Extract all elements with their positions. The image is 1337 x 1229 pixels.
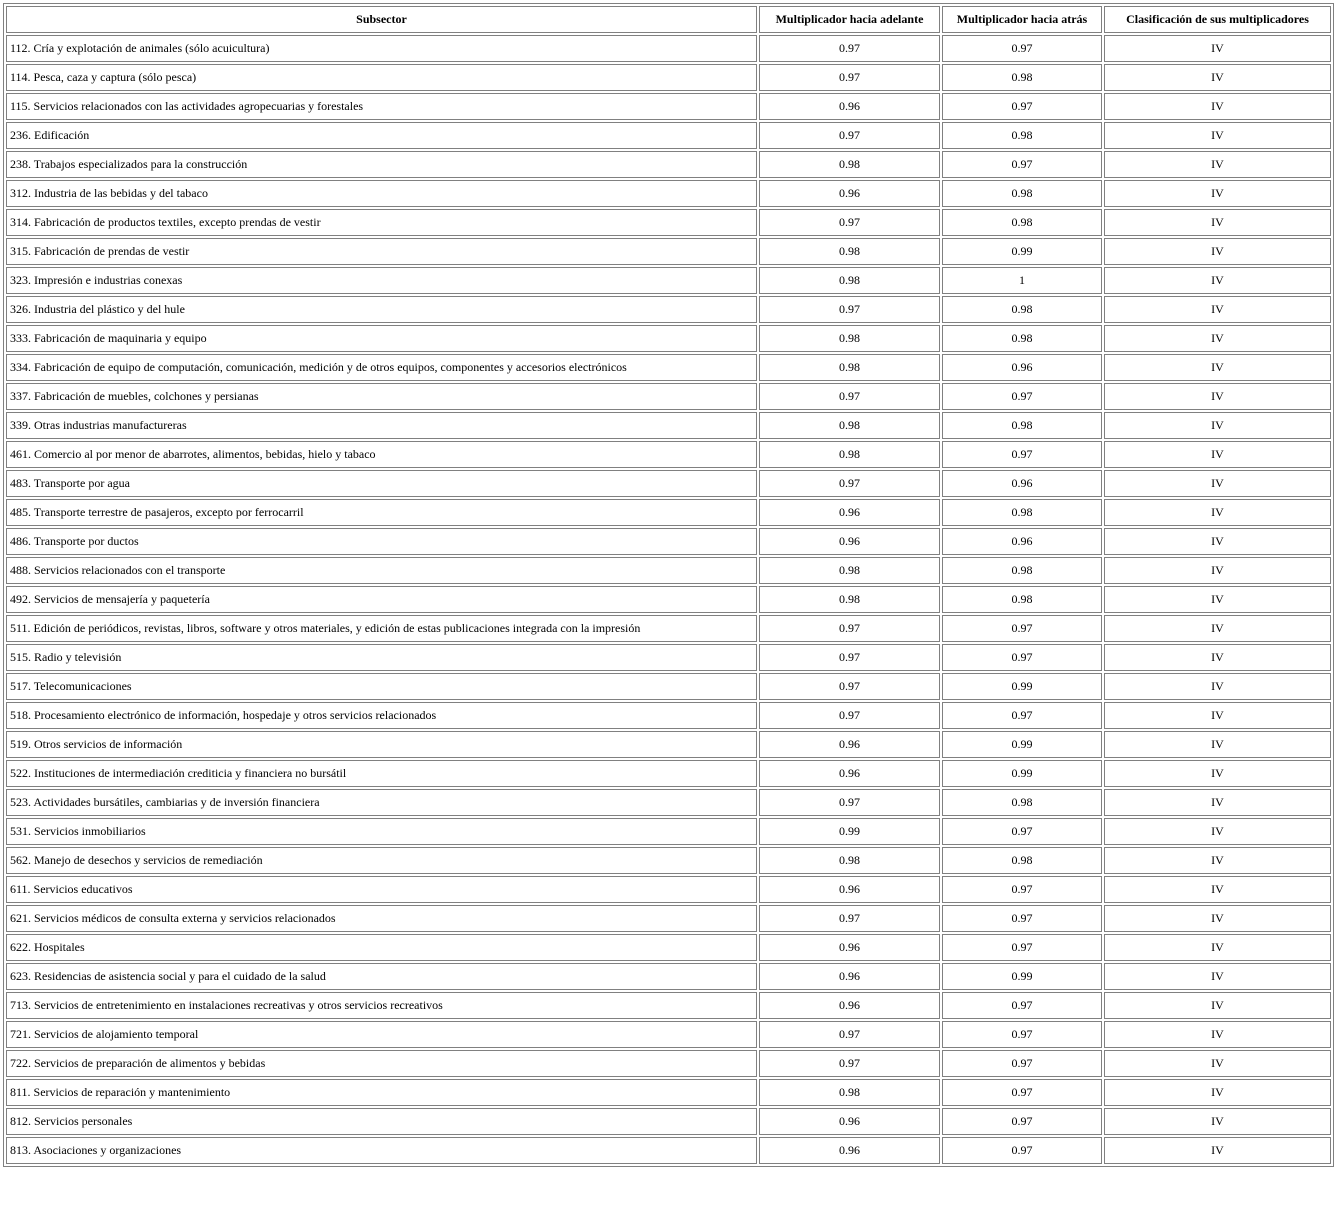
cell-backward-multiplier: 0.97 — [942, 93, 1102, 120]
cell-classification: IV — [1104, 557, 1331, 584]
cell-backward-multiplier: 0.97 — [942, 1137, 1102, 1164]
cell-backward-multiplier: 0.98 — [942, 122, 1102, 149]
cell-forward-multiplier: 0.96 — [759, 876, 940, 903]
cell-classification: IV — [1104, 586, 1331, 613]
table-row — [6, 122, 1331, 149]
cell-forward-multiplier: 0.99 — [759, 818, 940, 845]
cell-forward-multiplier: 0.97 — [759, 1050, 940, 1077]
table-row — [6, 441, 1331, 468]
cell-subsector: 115. Servicios relacionados con las actividades agropecuarias y forestales — [6, 93, 757, 120]
cell-subsector: 326. Industria del plástico y del hule — [6, 296, 757, 323]
cell-backward-multiplier: 1 — [942, 267, 1102, 294]
cell-classification: IV — [1104, 905, 1331, 932]
cell-subsector: 488. Servicios relacionados con el transporte — [6, 557, 757, 584]
cell-forward-multiplier: 0.98 — [759, 847, 940, 874]
table-row — [6, 1079, 1331, 1106]
cell-backward-multiplier: 0.98 — [942, 325, 1102, 352]
cell-classification: IV — [1104, 1050, 1331, 1077]
table-row — [6, 180, 1331, 207]
header-classification: Clasificación de sus multiplicadores — [1104, 6, 1331, 33]
table-row — [6, 876, 1331, 903]
table-row — [6, 760, 1331, 787]
cell-subsector: 334. Fabricación de equipo de computación, comunicación, medición y de otros equipos, componentes y accesorios electrónicos — [6, 354, 757, 381]
cell-backward-multiplier: 0.97 — [942, 441, 1102, 468]
cell-subsector: 517. Telecomunicaciones — [6, 673, 757, 700]
cell-classification: IV — [1104, 1021, 1331, 1048]
cell-subsector: 522. Instituciones de intermediación crediticia y financiera no bursátil — [6, 760, 757, 787]
cell-backward-multiplier: 0.98 — [942, 499, 1102, 526]
cell-subsector: 337. Fabricación de muebles, colchones y persianas — [6, 383, 757, 410]
cell-backward-multiplier: 0.98 — [942, 209, 1102, 236]
cell-subsector: 339. Otras industrias manufactureras — [6, 412, 757, 439]
cell-backward-multiplier: 0.97 — [942, 383, 1102, 410]
cell-forward-multiplier: 0.97 — [759, 383, 940, 410]
cell-forward-multiplier: 0.97 — [759, 905, 940, 932]
cell-subsector: 114. Pesca, caza y captura (sólo pesca) — [6, 64, 757, 91]
table-row — [6, 673, 1331, 700]
cell-subsector: 562. Manejo de desechos y servicios de remediación — [6, 847, 757, 874]
cell-backward-multiplier: 0.96 — [942, 470, 1102, 497]
cell-backward-multiplier: 0.97 — [942, 905, 1102, 932]
cell-subsector: 622. Hospitales — [6, 934, 757, 961]
table-row — [6, 992, 1331, 1019]
table-row — [6, 325, 1331, 352]
cell-forward-multiplier: 0.96 — [759, 992, 940, 1019]
cell-classification: IV — [1104, 383, 1331, 410]
cell-forward-multiplier: 0.98 — [759, 151, 940, 178]
cell-subsector: 112. Cría y explotación de animales (sólo acuicultura) — [6, 35, 757, 62]
cell-subsector: 511. Edición de periódicos, revistas, libros, software y otros materiales, y edición de estas publicaciones integrada con la impresión — [6, 615, 757, 642]
cell-forward-multiplier: 0.97 — [759, 209, 940, 236]
cell-forward-multiplier: 0.96 — [759, 1137, 940, 1164]
cell-forward-multiplier: 0.96 — [759, 93, 940, 120]
cell-classification: IV — [1104, 1079, 1331, 1106]
cell-subsector: 236. Edificación — [6, 122, 757, 149]
cell-forward-multiplier: 0.97 — [759, 296, 940, 323]
cell-forward-multiplier: 0.98 — [759, 354, 940, 381]
cell-backward-multiplier: 0.97 — [942, 1079, 1102, 1106]
cell-backward-multiplier: 0.97 — [942, 1050, 1102, 1077]
cell-classification: IV — [1104, 847, 1331, 874]
table-row — [6, 296, 1331, 323]
cell-classification: IV — [1104, 992, 1331, 1019]
cell-classification: IV — [1104, 35, 1331, 62]
cell-classification: IV — [1104, 354, 1331, 381]
table-row — [6, 905, 1331, 932]
cell-classification: IV — [1104, 818, 1331, 845]
cell-forward-multiplier: 0.98 — [759, 557, 940, 584]
table-row — [6, 1050, 1331, 1077]
cell-backward-multiplier: 0.99 — [942, 673, 1102, 700]
cell-subsector: 611. Servicios educativos — [6, 876, 757, 903]
cell-classification: IV — [1104, 760, 1331, 787]
cell-classification: IV — [1104, 412, 1331, 439]
table-row — [6, 586, 1331, 613]
cell-subsector: 238. Trabajos especializados para la construcción — [6, 151, 757, 178]
cell-forward-multiplier: 0.97 — [759, 122, 940, 149]
table-row — [6, 209, 1331, 236]
cell-classification: IV — [1104, 876, 1331, 903]
table-row — [6, 412, 1331, 439]
cell-forward-multiplier: 0.98 — [759, 267, 940, 294]
cell-forward-multiplier: 0.97 — [759, 1021, 940, 1048]
cell-forward-multiplier: 0.98 — [759, 325, 940, 352]
cell-subsector: 314. Fabricación de productos textiles, excepto prendas de vestir — [6, 209, 757, 236]
cell-classification: IV — [1104, 615, 1331, 642]
cell-backward-multiplier: 0.97 — [942, 876, 1102, 903]
cell-classification: IV — [1104, 1137, 1331, 1164]
cell-backward-multiplier: 0.97 — [942, 615, 1102, 642]
cell-classification: IV — [1104, 180, 1331, 207]
cell-forward-multiplier: 0.96 — [759, 499, 940, 526]
cell-subsector: 515. Radio y televisión — [6, 644, 757, 671]
table-row — [6, 731, 1331, 758]
table-row — [6, 151, 1331, 178]
table-row — [6, 1021, 1331, 1048]
cell-forward-multiplier: 0.98 — [759, 238, 940, 265]
header-backward-multiplier: Multiplicador hacia atrás — [942, 6, 1102, 33]
cell-forward-multiplier: 0.96 — [759, 180, 940, 207]
cell-classification: IV — [1104, 64, 1331, 91]
cell-subsector: 333. Fabricación de maquinaria y equipo — [6, 325, 757, 352]
cell-classification: IV — [1104, 470, 1331, 497]
cell-forward-multiplier: 0.96 — [759, 963, 940, 990]
cell-subsector: 812. Servicios personales — [6, 1108, 757, 1135]
cell-backward-multiplier: 0.98 — [942, 586, 1102, 613]
cell-classification: IV — [1104, 963, 1331, 990]
cell-backward-multiplier: 0.97 — [942, 35, 1102, 62]
cell-classification: IV — [1104, 151, 1331, 178]
cell-classification: IV — [1104, 122, 1331, 149]
cell-forward-multiplier: 0.98 — [759, 441, 940, 468]
cell-subsector: 485. Transporte terrestre de pasajeros, excepto por ferrocarril — [6, 499, 757, 526]
cell-classification: IV — [1104, 1108, 1331, 1135]
header-forward-multiplier: Multiplicador hacia adelante — [759, 6, 940, 33]
cell-subsector: 518. Procesamiento electrónico de información, hospedaje y otros servicios relacionados — [6, 702, 757, 729]
table-row — [6, 64, 1331, 91]
cell-classification: IV — [1104, 702, 1331, 729]
cell-backward-multiplier: 0.97 — [942, 1021, 1102, 1048]
cell-forward-multiplier: 0.96 — [759, 731, 940, 758]
cell-classification: IV — [1104, 499, 1331, 526]
table-row — [6, 1137, 1331, 1164]
cell-forward-multiplier: 0.98 — [759, 412, 940, 439]
cell-backward-multiplier: 0.98 — [942, 847, 1102, 874]
table-row — [6, 818, 1331, 845]
cell-subsector: 722. Servicios de preparación de alimentos y bebidas — [6, 1050, 757, 1077]
cell-subsector: 483. Transporte por agua — [6, 470, 757, 497]
cell-backward-multiplier: 0.99 — [942, 731, 1102, 758]
cell-backward-multiplier: 0.97 — [942, 818, 1102, 845]
cell-subsector: 721. Servicios de alojamiento temporal — [6, 1021, 757, 1048]
cell-subsector: 312. Industria de las bebidas y del tabaco — [6, 180, 757, 207]
cell-subsector: 523. Actividades bursátiles, cambiarias y de inversión financiera — [6, 789, 757, 816]
table-row — [6, 615, 1331, 642]
table-row — [6, 1108, 1331, 1135]
table-row — [6, 354, 1331, 381]
cell-subsector: 713. Servicios de entretenimiento en instalaciones recreativas y otros servicios recreativos — [6, 992, 757, 1019]
table-row — [6, 702, 1331, 729]
table-row — [6, 93, 1331, 120]
cell-subsector: 519. Otros servicios de información — [6, 731, 757, 758]
header-row — [6, 6, 1331, 33]
cell-classification: IV — [1104, 325, 1331, 352]
cell-backward-multiplier: 0.98 — [942, 180, 1102, 207]
table-row — [6, 644, 1331, 671]
cell-classification: IV — [1104, 441, 1331, 468]
cell-classification: IV — [1104, 93, 1331, 120]
cell-backward-multiplier: 0.98 — [942, 296, 1102, 323]
table-row — [6, 470, 1331, 497]
cell-classification: IV — [1104, 267, 1331, 294]
cell-subsector: 492. Servicios de mensajería y paquetería — [6, 586, 757, 613]
cell-classification: IV — [1104, 528, 1331, 555]
cell-forward-multiplier: 0.97 — [759, 470, 940, 497]
cell-forward-multiplier: 0.97 — [759, 64, 940, 91]
cell-forward-multiplier: 0.97 — [759, 789, 940, 816]
cell-classification: IV — [1104, 934, 1331, 961]
table-row — [6, 35, 1331, 62]
table-row — [6, 963, 1331, 990]
cell-subsector: 811. Servicios de reparación y mantenimiento — [6, 1079, 757, 1106]
cell-backward-multiplier: 0.98 — [942, 64, 1102, 91]
cell-subsector: 461. Comercio al por menor de abarrotes, alimentos, bebidas, hielo y tabaco — [6, 441, 757, 468]
cell-backward-multiplier: 0.99 — [942, 238, 1102, 265]
cell-forward-multiplier: 0.96 — [759, 760, 940, 787]
cell-classification: IV — [1104, 209, 1331, 236]
cell-forward-multiplier: 0.96 — [759, 528, 940, 555]
cell-backward-multiplier: 0.97 — [942, 934, 1102, 961]
cell-backward-multiplier: 0.97 — [942, 644, 1102, 671]
cell-classification: IV — [1104, 673, 1331, 700]
cell-subsector: 531. Servicios inmobiliarios — [6, 818, 757, 845]
cell-classification: IV — [1104, 238, 1331, 265]
cell-forward-multiplier: 0.96 — [759, 1108, 940, 1135]
table-row — [6, 789, 1331, 816]
multipliers-table — [3, 3, 1334, 1167]
cell-classification: IV — [1104, 789, 1331, 816]
table-row — [6, 383, 1331, 410]
table-body — [6, 35, 1331, 1164]
table-row — [6, 499, 1331, 526]
table-row — [6, 528, 1331, 555]
cell-backward-multiplier: 0.98 — [942, 557, 1102, 584]
cell-subsector: 621. Servicios médicos de consulta externa y servicios relacionados — [6, 905, 757, 932]
cell-classification: IV — [1104, 644, 1331, 671]
table-row — [6, 238, 1331, 265]
cell-backward-multiplier: 0.99 — [942, 963, 1102, 990]
cell-backward-multiplier: 0.99 — [942, 760, 1102, 787]
cell-forward-multiplier: 0.97 — [759, 644, 940, 671]
cell-forward-multiplier: 0.98 — [759, 586, 940, 613]
table-row — [6, 934, 1331, 961]
header-subsector: Subsector — [6, 6, 757, 33]
cell-forward-multiplier: 0.97 — [759, 673, 940, 700]
cell-subsector: 623. Residencias de asistencia social y para el cuidado de la salud — [6, 963, 757, 990]
table-container — [3, 3, 1334, 1167]
cell-subsector: 486. Transporte por ductos — [6, 528, 757, 555]
table-row — [6, 267, 1331, 294]
cell-subsector: 315. Fabricación de prendas de vestir — [6, 238, 757, 265]
cell-forward-multiplier: 0.96 — [759, 934, 940, 961]
table-row — [6, 847, 1331, 874]
cell-subsector: 323. Impresión e industrias conexas — [6, 267, 757, 294]
cell-backward-multiplier: 0.97 — [942, 151, 1102, 178]
cell-backward-multiplier: 0.96 — [942, 528, 1102, 555]
table-row — [6, 557, 1331, 584]
cell-subsector: 813. Asociaciones y organizaciones — [6, 1137, 757, 1164]
cell-forward-multiplier: 0.97 — [759, 35, 940, 62]
cell-backward-multiplier: 0.98 — [942, 412, 1102, 439]
cell-forward-multiplier: 0.97 — [759, 702, 940, 729]
cell-classification: IV — [1104, 731, 1331, 758]
cell-backward-multiplier: 0.97 — [942, 1108, 1102, 1135]
cell-backward-multiplier: 0.97 — [942, 992, 1102, 1019]
cell-backward-multiplier: 0.97 — [942, 702, 1102, 729]
cell-classification: IV — [1104, 296, 1331, 323]
cell-backward-multiplier: 0.98 — [942, 789, 1102, 816]
cell-backward-multiplier: 0.96 — [942, 354, 1102, 381]
cell-forward-multiplier: 0.97 — [759, 615, 940, 642]
cell-forward-multiplier: 0.98 — [759, 1079, 940, 1106]
